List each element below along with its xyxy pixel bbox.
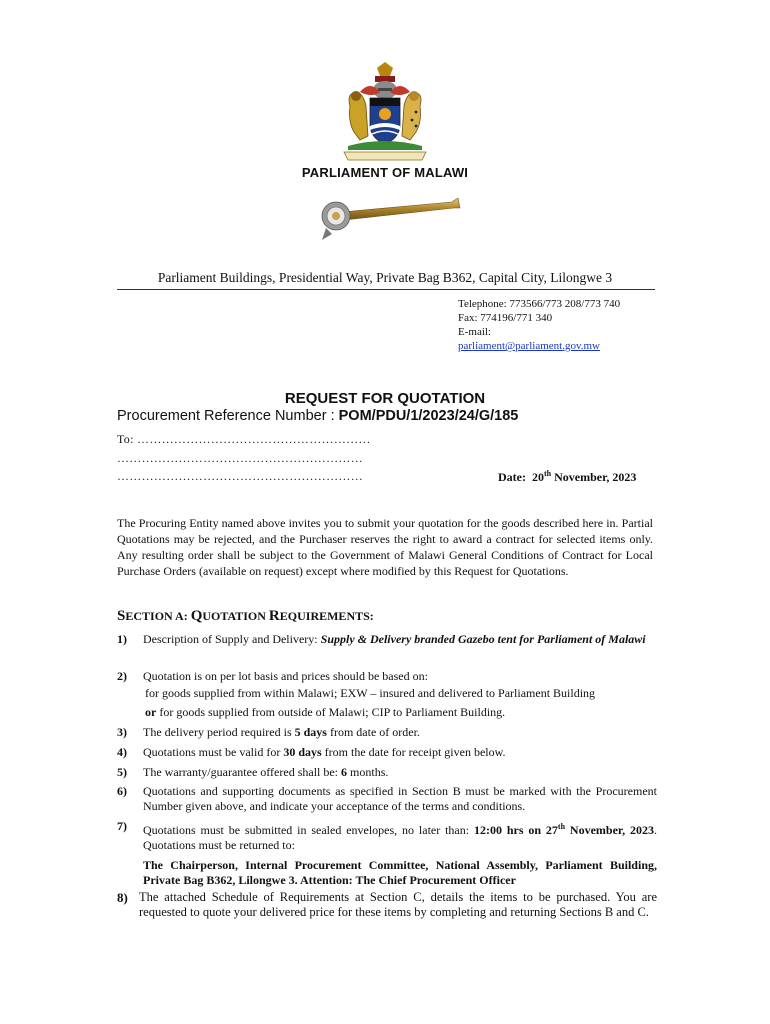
deadline-suffix: th [557,822,566,831]
requirement-text: The warranty/guarantee offered shall be: [143,765,342,779]
return-address: The Chairperson, Internal Procurement Committee, National Assembly, Parliament Building, Private Bag B362, Lilongwe 3. Attention: The Chief Procurement Officer [143,858,657,887]
requirement-number: 8) [117,890,128,905]
heading-cap: Q [190,608,203,624]
email-link[interactable]: parliament@parliament.gov.mw [458,340,600,352]
heading-cap: S [117,608,126,624]
telephone: Telephone: 773566/773 208/773 740 [458,298,621,310]
requirement-text: Description of Supply and Delivery: [143,632,321,646]
supply-description: Supply & Delivery branded Gazebo tent for Parliament of Malawi [320,632,646,646]
requirement-text: from the date for receipt given below. [321,745,506,759]
header-divider [117,289,655,290]
requirement-8 [117,890,657,920]
sub-text: for goods supplied from outside of Malawi; CIP to Parliament Building. [156,705,506,719]
rfq-title: REQUEST FOR QUOTATION [284,390,486,407]
requirement-text: Quotations and supporting documents as specified in Section B must be marked with the Procurement Number given above, and indicate your acceptance of the terms and conditions. [143,784,657,813]
requirement-2-sub-1: for goods supplied from within Malawi; EXW – insured and delivered to Parliament Building [145,686,596,700]
address-dots-line: …………………………………………………… [117,469,363,483]
or-keyword: or [145,705,157,719]
validity-days: 30 days [283,745,322,759]
email-label: E-mail: [458,326,491,338]
requirement-number: 4) [117,745,127,759]
requirement-text: . Quotations must be returned to: [143,823,657,852]
address-dots-line: …………………………………………………… [117,451,363,465]
requirement-number: 1) [117,632,127,646]
mace-icon [312,188,462,250]
requirement-number: 5) [117,765,127,779]
ref-label: Procurement Reference Number [117,408,327,424]
ref-number: POM/PDU/1/2023/24/G/185 [338,408,519,424]
requirement-2-sub-2 [145,705,665,720]
requirement-number: 6) [117,784,127,798]
fax: Fax: 774196/771 340 [458,312,553,324]
deadline-time: 12:00 hrs on 27 [473,823,558,837]
date-label: Date: [498,470,526,484]
address-line: Parliament Buildings, Presidential Way, Private Bag B362, Capital City, Lilongwe 3 [157,270,613,285]
intro-paragraph: The Procuring Entity named above invites you to submit your quotation for the goods described here in. Partial Quotations may be rejected, and the Purchaser reserves the right to award a contract for selected items only. Any resulting order shall be subject to the Government of Malawi General Conditions of Contract for Local Purchase Orders (available on request) except where modified by this Request for Quotations. [117,516,653,578]
requirement-text: The attached Schedule of Requirements at Section C, details the items to be purchased. You are requested to quote your delivered price for these items by completing and returning Sections B and C. [139,890,657,919]
requirement-number: 3) [117,725,127,739]
procurement-reference [117,408,518,424]
requirement-text: Quotations must be valid for [143,745,284,759]
heading-text: ECTION A: [125,609,191,623]
heading-cap: R [268,608,280,624]
requirement-3 [117,725,657,740]
date-suffix: th [543,469,552,478]
date-day: 20 [531,470,544,484]
requirement-text: from date of order. [326,725,420,739]
heading-text: EQUIREMENTS: [279,609,374,623]
requirement-text: Quotation is on per lot basis and prices should be based on: [143,669,428,683]
requirement-5 [117,765,657,780]
requirement-7 [117,819,657,888]
delivery-days: 5 days [294,725,327,739]
date-rest: November, 2023 [554,470,637,484]
requirement-text: The delivery period required is [143,725,295,739]
requirement-6 [117,784,657,814]
ref-separator: : [326,408,339,424]
parliament-name: PARLIAMENT OF MALAWI [301,165,469,180]
to-line: To: ………………………………………………… [117,432,371,446]
date-line [498,469,636,485]
section-a-heading [117,608,374,625]
requirement-1 [117,632,657,647]
coat-of-arms-icon [330,62,440,162]
heading-text: UOTATION [202,609,269,623]
warranty-months: 6 [341,765,348,779]
deadline-date: November, 2023 [565,823,654,837]
requirement-text: months. [347,765,389,779]
requirement-number: 2) [117,669,127,683]
requirement-4 [117,745,657,760]
requirement-number: 7) [117,819,127,833]
requirement-text: Quotations must be submitted in sealed envelopes, no later than: [143,823,474,837]
requirement-2 [117,669,657,684]
